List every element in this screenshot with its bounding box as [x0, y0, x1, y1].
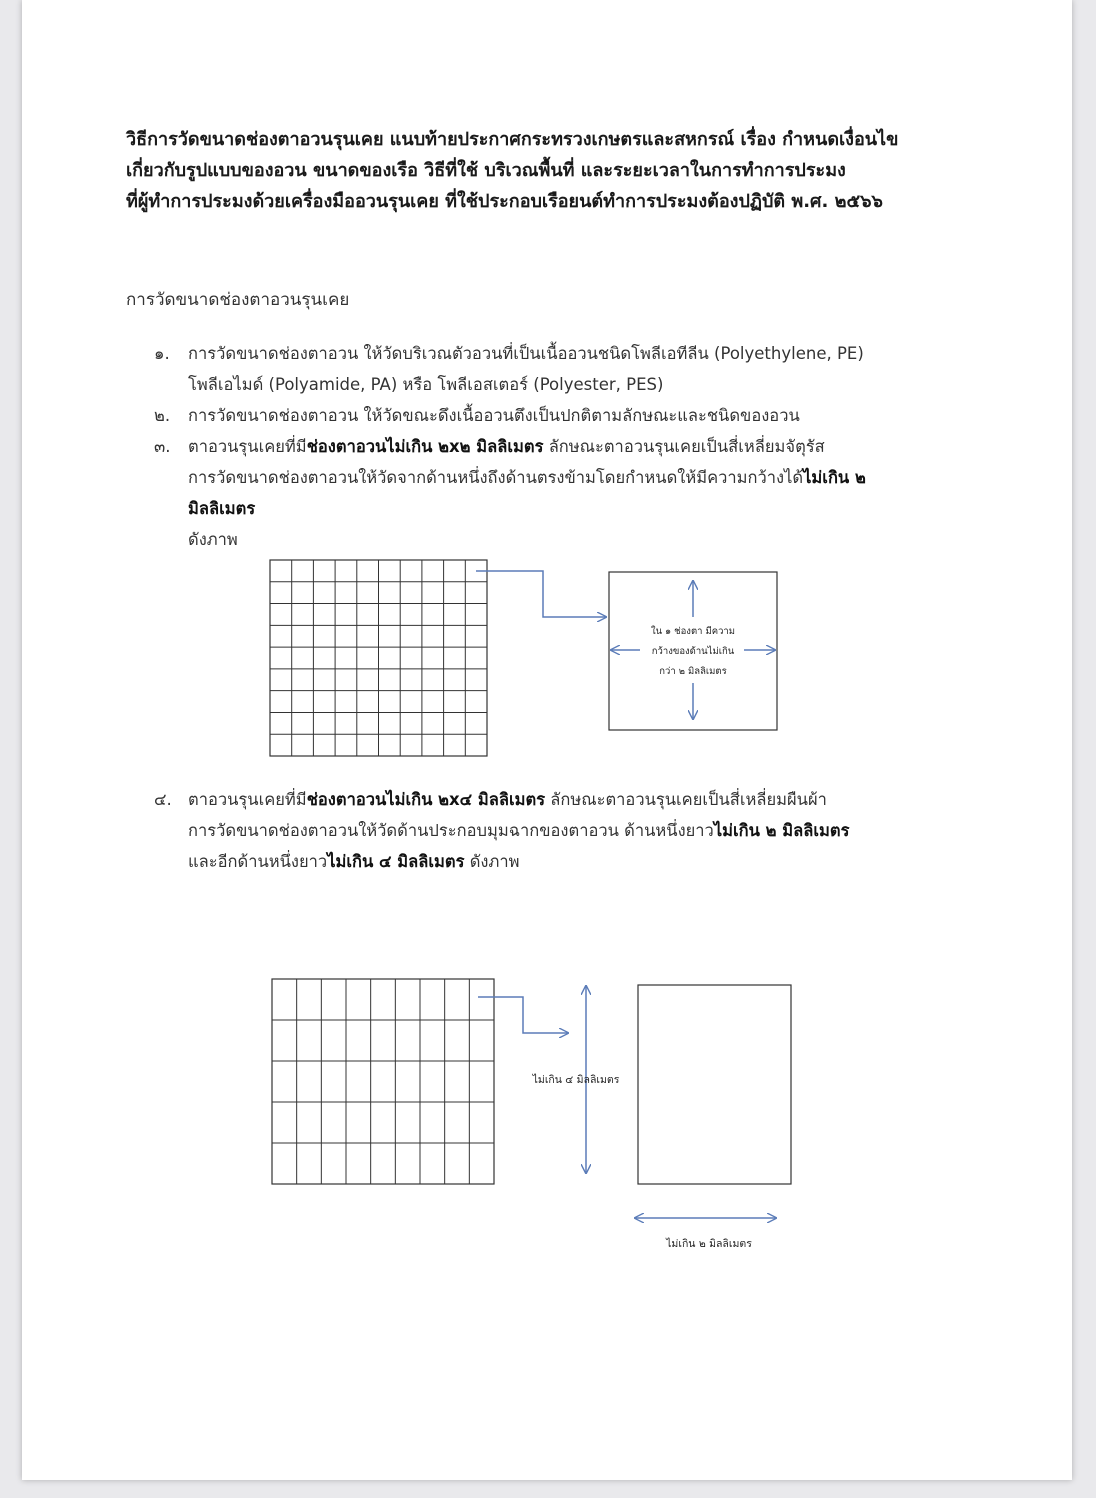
- connector-arrow: [476, 571, 606, 617]
- bold-text-run: ไม่เกิน ๔ มิลลิเมตร: [327, 852, 465, 871]
- text-run: ลักษณะตาอวนรุนเคยเป็นสี่เหลี่ยมผืนผ้า: [545, 790, 827, 809]
- item-text: โพลีเอไมด์ (Polyamide, PA) หรือ โพลีเอสเตอร์ (Polyester, PES): [188, 375, 664, 394]
- square-mesh-grid: [270, 560, 487, 756]
- text-run: ตาอวนรุนเคยที่มี: [188, 437, 307, 456]
- title-line-1: วิธีการวัดขนาดช่องตาอวนรุนเคย แนบท้ายประกาศกระทรวงเกษตรและสหกรณ์ เรื่อง กำหนดเงื่อนไข: [126, 129, 899, 150]
- text-run: การวัดขนาดช่องตาอวนให้วัดจากด้านหนึ่งถึงด้านตรงข้ามโดยกำหนดให้มีความกว้างได้: [188, 468, 804, 487]
- title-line-2: เกี่ยวกับรูปแบบของอวน ขนาดของเรือ วิธีที่ใช้ บริเวณพื้นที่ และระยะเวลาในการทำการประมง: [126, 160, 846, 181]
- text-run: การวัดขนาดช่องตาอวนให้วัดด้านประกอบมุมฉากของตาอวน ด้านหนึ่งยาว: [188, 821, 714, 840]
- bold-text-run: ช่องตาอวนไม่เกิน ๒x๒ มิลลิเมตร: [306, 437, 544, 456]
- item-number: ๓.: [154, 437, 171, 456]
- figure1-label-line-3: กว่า ๒ มิลลิเมตร: [659, 666, 727, 677]
- section-subheading: การวัดขนาดช่องตาอวนรุนเคย: [126, 290, 350, 310]
- height-label: ไม่เกิน ๔ มิลลิเมตร: [532, 1074, 620, 1086]
- item-text: การวัดขนาดช่องตาอวน ให้วัดขณะดึงเนื้ออวนตึงเป็นปกติตามลักษณะและชนิดของอวน: [188, 406, 800, 425]
- text-run: ดังภาพ: [464, 852, 520, 871]
- grid-border: [272, 979, 494, 1184]
- text-run: ตาอวนรุนเคยที่มี: [188, 790, 307, 809]
- item-number: ๑.: [154, 344, 170, 363]
- rectangular-mesh-grid: [272, 979, 494, 1184]
- mesh-cell-enlarged: [638, 985, 791, 1184]
- bold-text-run: ไม่เกิน ๒ มิลลิเมตร: [188, 468, 866, 518]
- item-text: การวัดขนาดช่องตาอวน ให้วัดบริเวณตัวอวนที่เป็นเนื้ออวนชนิดโพลีเอทีลีน (Polyethylene, PE): [188, 344, 864, 363]
- text-run: และอีกด้านหนึ่งยาว: [188, 852, 328, 871]
- item-number: ๔.: [154, 790, 172, 809]
- bold-text-run: ไม่เกิน ๒ มิลลิเมตร: [713, 821, 850, 840]
- bold-text-run: ช่องตาอวนไม่เกิน ๒x๔ มิลลิเมตร: [306, 790, 546, 809]
- connector-arrow: [478, 997, 568, 1033]
- title-line-3: ที่ผู้ทำการประมงด้วยเครื่องมืออวนรุนเคย ที่ใช้ประกอบเรือยนต์ทำการประมงต้องปฏิบัติ พ.ศ. ๒๕๖๖: [126, 191, 883, 212]
- figure1-label-line-2: กว้างของด้านไม่เกิน: [651, 646, 735, 657]
- figure1-label-line-1: ใน ๑ ช่องตา มีความ: [650, 626, 736, 637]
- item-text: ดังภาพ: [188, 530, 238, 549]
- width-label: ไม่เกิน ๒ มิลลิเมตร: [666, 1238, 752, 1250]
- text-run: ลักษณะตาอวนรุนเคยเป็นสี่เหลี่ยมจัตุรัส: [543, 437, 825, 456]
- item-number: ๒.: [154, 406, 171, 425]
